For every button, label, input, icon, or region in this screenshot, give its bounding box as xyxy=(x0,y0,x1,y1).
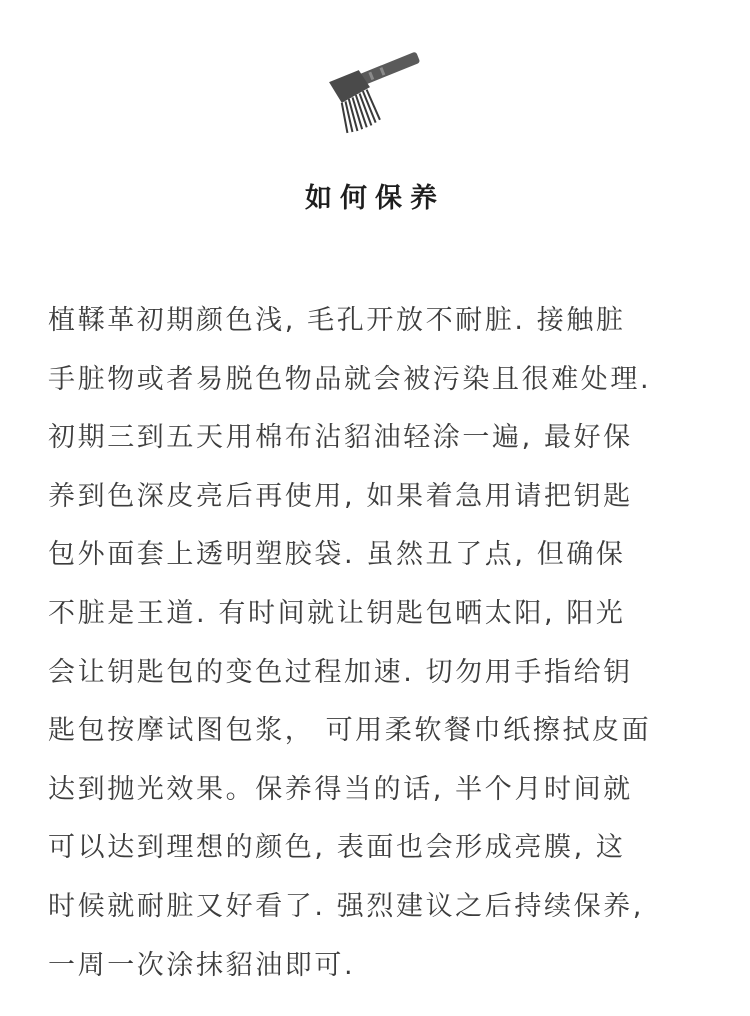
paragraph-line: 可以达到理想的颜色, 表面也会形成亮膜, 这 xyxy=(48,832,626,864)
paragraph-line: 包外面套上透明塑胶袋. 虽然丑了点, 但确保 xyxy=(48,539,626,571)
paragraph-line: 时候就耐脏又好看了. 强烈建议之后持续保养, xyxy=(48,890,644,922)
paragraph-line: 达到抛光效果。保养得当的话, 半个月时间就 xyxy=(48,773,633,805)
paragraph-line: 植鞣革初期颜色浅, 毛孔开放不耐脏. 接触脏 xyxy=(48,305,626,336)
paragraph-line: 会让钥匙包的变色过程加速. 切勿用手指给钥 xyxy=(48,656,633,688)
paragraph-line: 手脏物或者易脱色物品就会被污染且很难处理. xyxy=(48,363,652,395)
paragraph-line: 养到色深皮亮后再使用, 如果着急用请把钥匙 xyxy=(48,480,633,512)
page-title: 如何保养 xyxy=(305,183,445,214)
paragraph-line: 一周一次涂抹貂油即可. xyxy=(48,949,356,981)
paragraph-line: 初期三到五天用棉布沾貂油轻涂一遍, 最好保 xyxy=(48,422,633,454)
leather-pricking-iron-icon xyxy=(320,50,430,145)
care-instructions-paragraph xyxy=(48,292,728,995)
paragraph-line: 不脏是王道. 有时间就让钥匙包晒太阳, 阳光 xyxy=(48,597,626,629)
paragraph-line: 匙包按摩试图包浆， 可用柔软餐巾纸擦拭皮面 xyxy=(48,715,652,747)
